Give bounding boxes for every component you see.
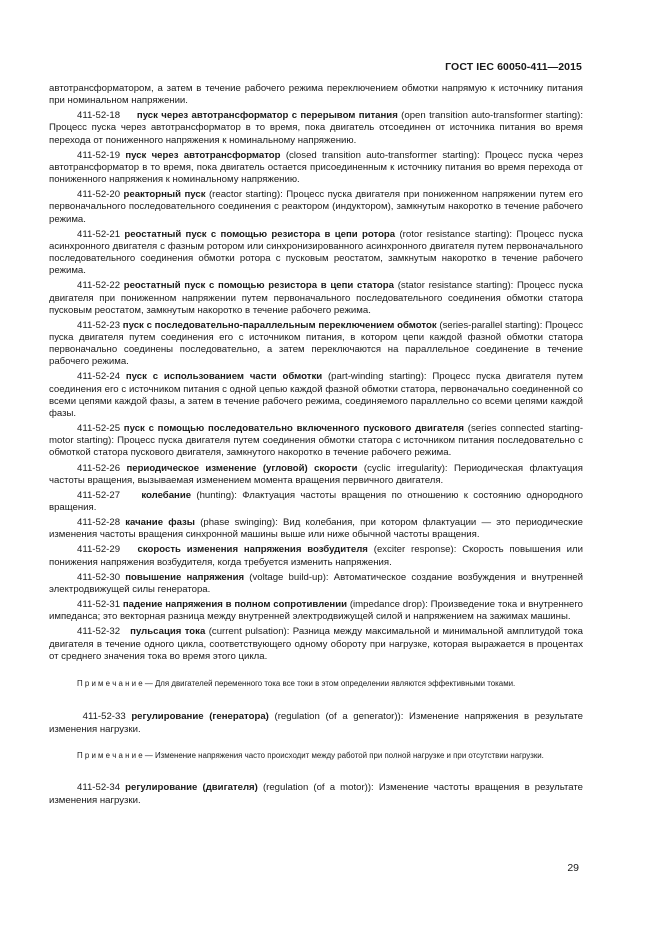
term-entry-33 bbox=[49, 711, 583, 735]
term-title: пуск с использованием части обмотки bbox=[125, 371, 323, 383]
note-2 bbox=[49, 751, 583, 762]
term-number: 411-52-18 bbox=[77, 110, 121, 122]
term-entry bbox=[49, 572, 583, 596]
term-definition: (reactor starting): Процесс пуска двигателя при пониженном напряжении путем его первоначального последовательного соединения с реактором (индуктором), замкнутым накоротко в течение рабочего режима. bbox=[49, 189, 583, 225]
term-title: пуск через автотрансформатор с перерывом питания bbox=[136, 110, 398, 122]
document-code-header: ГОСТ IEC 60050-411—2015 bbox=[445, 61, 582, 73]
term-number: 411-52-19 bbox=[77, 149, 121, 161]
term-definition: (series-parallel starting): Процесс пуска двигателя путем соединения его с источником питания, в котором цепи каждой фазной обмотки статора первоначально соединены последовательно, а затем переключаются на параллельное соединение в течение рабочего режима. bbox=[49, 319, 584, 368]
term-title: реостатный пуск с помощью резистора в цепи ротора bbox=[124, 228, 396, 240]
term-number: 411-52-33 bbox=[82, 711, 126, 723]
term-title: реакторный пуск bbox=[123, 189, 206, 201]
term-entry bbox=[49, 626, 583, 662]
term-title: регулирование (двигателя) bbox=[125, 782, 258, 794]
term-number: 411-52-23 bbox=[77, 319, 121, 331]
term-definition: (regulation (of a motor)): Изменение частоты вращения в результате изменения нагрузки. bbox=[49, 782, 583, 806]
intro-paragraph: автотрансформатором, а затем в течение рабочего режима переключением обмотки напрямую к источнику питания при номинальном напряжении. bbox=[49, 83, 583, 107]
note-1 bbox=[49, 679, 583, 690]
term-definition: (series connected starting-motor starting): Процесс пуска двигателя путем соединения обмотки статора с источником питания последовательно с обмоткой статора пускового двигателя, замкнутого накоротко в течение рабочего режима. bbox=[49, 423, 584, 459]
term-number: 411-52-32 bbox=[77, 626, 121, 638]
term-title: реостатный пуск с помощью резистора в цепи статора bbox=[123, 280, 394, 292]
term-number: 411-52-22 bbox=[77, 280, 121, 292]
term-entry bbox=[49, 280, 583, 316]
term-number: 411-52-27 bbox=[77, 489, 121, 501]
term-definition: (voltage build-up): Автоматическое создание возбуждения и внутренней электродвижущей силы генератора. bbox=[49, 571, 583, 595]
term-entry bbox=[49, 463, 583, 487]
term-definition: (regulation (of a generator)): Изменение напряжения в результате изменения нагрузки. bbox=[49, 711, 583, 735]
term-title: пуск с помощью последовательно включенного пускового двигателя bbox=[123, 423, 465, 435]
document-body bbox=[49, 83, 583, 807]
term-definition: (hunting): Флактуация частоты вращения по отношению к состоянию однородного вращения. bbox=[49, 489, 583, 513]
term-definition: (current pulsation): Разница между максимальной и минимальной амплитудой тока двигателя в течение одного цикла, соответствующего одному обороту при нагрузке, которая выражается в процентах от среднего значения тока во время этого цикла. bbox=[49, 626, 584, 662]
term-definition: (impedance drop): Произведение тока и внутреннего импеданса; это векторная разница между внутренней электродвижущей силой и напряжением на зажимах машины. bbox=[49, 599, 584, 623]
term-entry bbox=[49, 229, 583, 278]
term-entry bbox=[49, 320, 583, 369]
term-title: качание фазы bbox=[125, 517, 196, 529]
term-number: 411-52-24 bbox=[77, 371, 121, 383]
term-title: пуск через автотрансформатор bbox=[125, 149, 281, 161]
note-label: П р и м е ч а н и е bbox=[77, 678, 143, 688]
term-title: повышение напряжения bbox=[125, 571, 245, 583]
term-entry bbox=[49, 544, 583, 568]
term-title: колебание bbox=[141, 489, 192, 501]
terms-list bbox=[49, 110, 583, 663]
term-number: 411-52-29 bbox=[77, 544, 121, 556]
term-entry bbox=[49, 599, 583, 623]
term-entry bbox=[49, 150, 583, 186]
term-number: 411-52-25 bbox=[77, 423, 121, 435]
term-definition: (cyclic irregularity): Периодическая флактуация частоты вращения, вызываемая изменением момента вращения первичного двигателя. bbox=[49, 462, 583, 486]
term-title: регулирование (генератора) bbox=[131, 711, 269, 723]
term-entry bbox=[49, 423, 583, 459]
term-title: пуск с последовательно-параллельным переключением обмоток bbox=[122, 319, 437, 331]
term-title: скорость изменения напряжения возбудителя bbox=[137, 544, 368, 556]
term-number: 411-52-21 bbox=[77, 228, 121, 240]
term-number: 411-52-31 bbox=[77, 599, 121, 611]
term-definition: (part-winding starting): Процесс пуска двигателя путем соединения его с источником питания с одной цепью каждой фазной обмотки статора, первоначально соединенной со всеми цепями каждой фазы, а затем в течение рабочего режима, соединяемого параллельно со всеми цепями каждой фазы. bbox=[49, 371, 583, 419]
term-definition: (exciter response): Скорость повышения или понижения напряжения возбудителя, когда требуется изменить напряжения. bbox=[49, 544, 584, 568]
note-text: — Для двигателей переменного тока все токи в этом определении являются эффективными токами. bbox=[144, 678, 516, 688]
term-entry bbox=[49, 490, 583, 514]
page-number: 29 bbox=[567, 862, 579, 874]
term-title: пульсация тока bbox=[130, 626, 206, 638]
term-entry bbox=[49, 517, 583, 541]
term-entry bbox=[49, 189, 583, 225]
term-entry-34 bbox=[49, 782, 583, 806]
term-title: периодическое изменение (угловой) скорости bbox=[126, 462, 358, 474]
term-number: 411-52-34 bbox=[77, 782, 121, 794]
term-definition: (closed transition auto-transformer starting): Процесс пуска через автотрансформатор в то время, пока двигатель остается присоединенным к источнику питания во время перехода от пониженного напряжения к номинальному напряжению. bbox=[49, 149, 584, 186]
term-definition: (stator resistance starting): Процесс пуска двигателя при пониженном напряжении путем первоначального последовательного соединения обмотки статора пусковым реостатом, замкнутым накоротко в течение рабочего режима. bbox=[49, 280, 583, 316]
term-definition: (open transition auto-transformer starting): Процесс пуска через автотрансформатор в то время, пока двигатель отсоединен от источника питания во время перехода от пониженного напряжения к номинальному напряжению. bbox=[49, 110, 583, 146]
note-label: П р и м е ч а н и е bbox=[77, 750, 143, 760]
note-text: — Изменение напряжения часто происходит между работой при полной нагрузке и при отсутствии нагрузки. bbox=[144, 750, 544, 760]
term-definition: (rotor resistance starting): Процесс пуска асинхронного двигателя с фазным ротором или синхронизированного асинхронного двигателя путем первоначального последовательного соединения обмотки ротора с пусковым реостатом, замкнутым накоротко в течение рабочего режима. bbox=[49, 228, 584, 277]
term-entry bbox=[49, 110, 583, 146]
term-title: падение напряжения в полном сопротивлении bbox=[122, 599, 348, 611]
term-number: 411-52-20 bbox=[77, 189, 121, 201]
term-definition: (phase swinging): Вид колебания, при котором флактуации — это периодические изменения частоты вращения синхронной машины выше или ниже обычной частоты вращения. bbox=[49, 517, 584, 541]
term-number: 411-52-30 bbox=[77, 571, 121, 583]
term-number: 411-52-28 bbox=[77, 517, 121, 529]
term-entry bbox=[49, 371, 583, 420]
term-number: 411-52-26 bbox=[77, 462, 121, 474]
